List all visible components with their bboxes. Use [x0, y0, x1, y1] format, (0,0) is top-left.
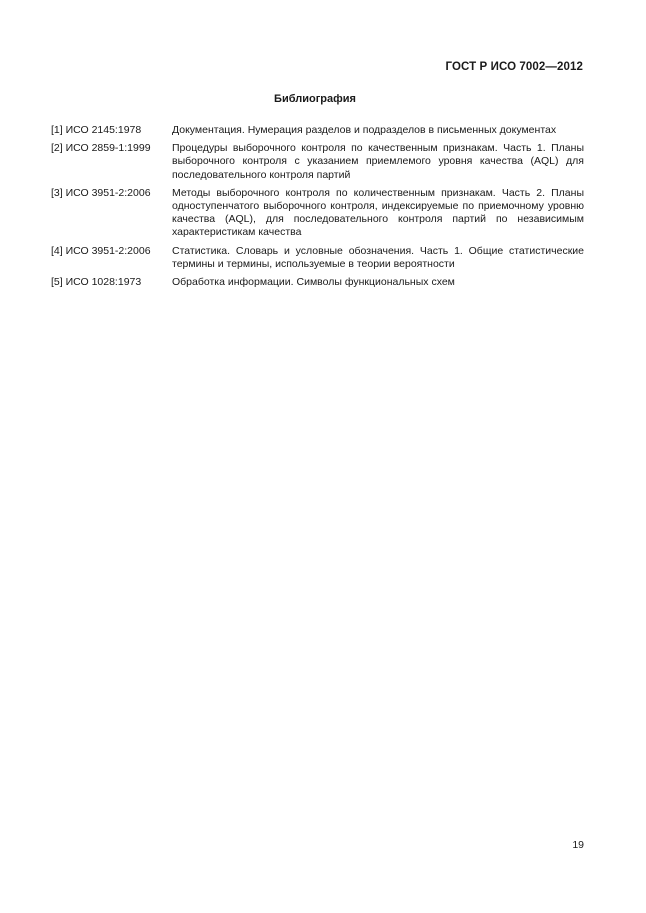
bibliography-ref: [1] ИСО 2145:1978: [51, 124, 142, 136]
bibliography-description: Обработка информации. Символы функциональных схем: [172, 276, 455, 289]
bibliography-description: Документация. Нумерация разделов и подразделов в письменных документах: [172, 124, 557, 136]
bibliography-entry: [51, 142, 584, 182]
document-code: ГОСТ Р ИСО 7002—2012: [445, 61, 583, 73]
bibliography-ref: [5] ИСО 1028:1973: [51, 276, 142, 289]
page-number: 19: [572, 839, 584, 851]
bibliography-entry: [51, 245, 584, 271]
bibliography-description: Методы выборочного контроля по количественным признакам. Часть 2. Планы одноступенчатого выборочного контроля, индексируемые по приемочному уровню качества (AQL), для последовательного контроля партий по независимым характеристикам качества: [172, 186, 584, 239]
bibliography-description: Процедуры выборочного контроля по качественным признакам. Часть 1. Планы выборочного контроля с указанием приемлемого уровня качества (AQL) для последовательного контроля партий: [172, 142, 584, 181]
bibliography-entry: [51, 187, 584, 240]
bibliography-entry: [51, 276, 584, 289]
bibliography-entry: [51, 124, 584, 137]
bibliography-ref: [4] ИСО 3951-2:2006: [51, 244, 151, 257]
bibliography-description: Статистика. Словарь и условные обозначения. Часть 1. Общие статистические термины и термины, используемые в теории вероятности: [172, 244, 584, 270]
bibliography-ref: [2] ИСО 2859-1:1999: [51, 142, 151, 155]
bibliography-list: [51, 124, 584, 294]
section-title: Библиография: [274, 93, 356, 105]
bibliography-ref: [3] ИСО 3951-2:2006: [51, 186, 151, 199]
